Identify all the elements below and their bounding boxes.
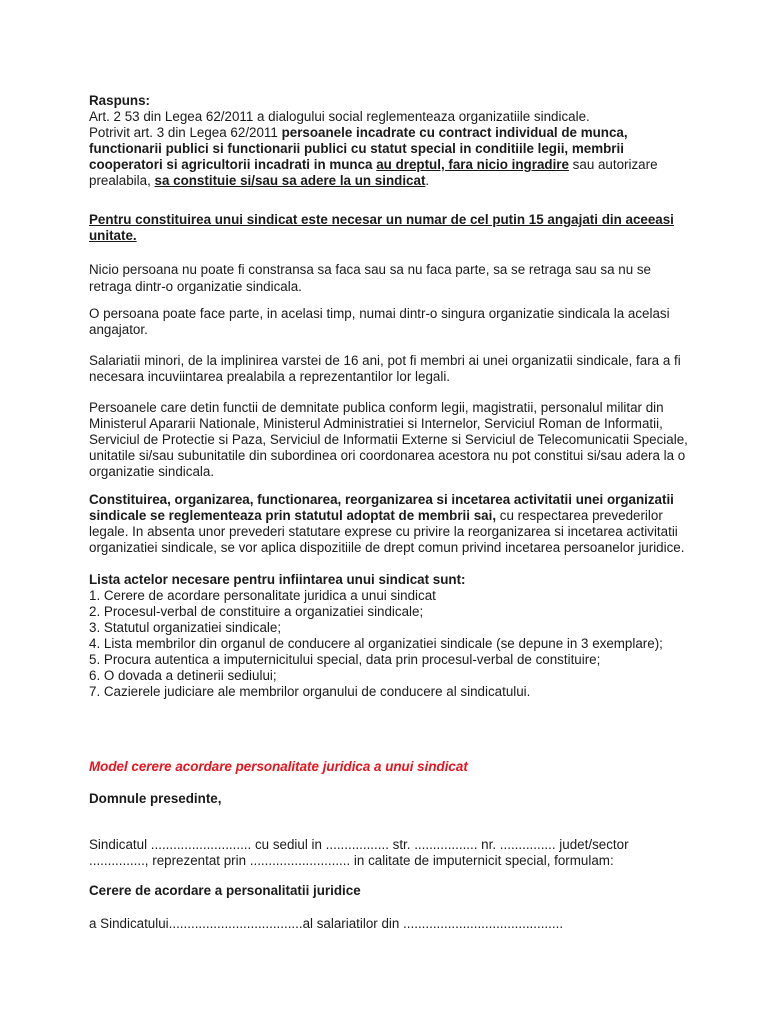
salutation: Domnule presedinte, (89, 791, 222, 806)
list-item: 1. Cerere de acordare personalitate juridica a unui sindicat (89, 588, 436, 603)
period-text: . (425, 173, 430, 188)
minors-paragraph: Salariatii minori, de la implinirea varstei de 16 ani, pot fi membri ai unei organizatii sindicale, fara a fi necesara incuviintarea prealabila a reprezentantilor lor legali. (89, 353, 681, 384)
union-details-form-text: Sindicatul ........................... cu sediul in ................. str. ................. nr. ............... judet/sector ..............., reprezentat prin ........................... in calitate de imputernicit special, formulam: (89, 837, 629, 868)
prior-authorization-text: sau autorizare prealabila, (89, 157, 658, 188)
answer-section (89, 93, 689, 189)
article-3-paragraph (89, 125, 689, 189)
list-item: 3. Statutul organizatiei sindicale; (89, 620, 282, 635)
statute-paragraph (89, 492, 689, 556)
list-item: 2. Procesul-verbal de constituire a organizatiei sindicale; (89, 604, 424, 619)
law-reference-line: Art. 2 53 din Legea 62/2011 a dialogului social reglementeaza organizatiile sindicale. (89, 109, 590, 124)
list-item: 6. O dovada a detinerii sediului; (89, 668, 277, 683)
model-request-title: Model cerere acordare personalitate juridica a unui sindicat (89, 759, 468, 774)
article-3-intro: Potrivit art. 3 din Legea 62/2011 (89, 125, 282, 140)
list-item: 5. Procura autentica a imputernicitului special, data prin procesul-verbal de constituire; (89, 652, 601, 667)
minimum-employees-paragraph: Pentru constituirea unui sindicat este necesar un numar de cel putin 15 angajati din aceeasi unitate. (89, 212, 674, 243)
form-or-join-union-text: sa constituie si/sau sa adere la un sindicat (154, 173, 426, 188)
list-item: 4. Lista membrilor din organul de conducere al organizatiei sindicale (se depune in 3 exemplare); (89, 636, 663, 651)
answer-heading: Raspuns: (89, 93, 151, 108)
union-name-line: a Sindicatului....................................al salariatilor din ........................................... (89, 916, 564, 931)
required-acts-section (89, 572, 689, 700)
no-coercion-paragraph: Nicio persoana nu poate fi constransa sa faca sau sa nu faca parte, sa se retraga sau sa nu se retraga dintr-o organizatie sindicala. (89, 262, 652, 294)
statute-rest-text: cu respectarea prevederilor legale. In absenta unor prevederi statutare exprese cu privire la reorganizarea si incetarea activitatii organizatiei sindicale, se vor aplica dispozitiile de drept comun privind incetarea persoanelor juridice. (89, 508, 685, 555)
statute-bold-text: Constituirea, organizarea, functionarea, reorganizarea si incetarea activitatii unei organizatii sindicale se reglementeaza prin statutul adoptat de membrii sai, (89, 492, 674, 523)
right-without-restriction-text: au dreptul, fara nicio ingradire (376, 157, 569, 172)
request-heading: Cerere de acordare a personalitatii juridice (89, 883, 361, 898)
required-acts-heading: Lista actelor necesare pentru infiintarea unui sindicat sunt: (89, 572, 466, 587)
single-membership-paragraph: O persoana poate face parte, in acelasi timp, numai dintr-o singura organizatie sindicala la acelasi angajator. (89, 306, 670, 337)
eligible-persons-text: persoanele incadrate cu contract individual de munca, functionarii publici si functionarii publici cu statut special in conditiile legii, membrii cooperatori si agricultorii incadrati in munca (89, 125, 628, 172)
list-item: 7. Cazierele judiciare ale membrilor organului de conducere al sindicatului. (89, 684, 531, 699)
exclusions-paragraph: Persoanele care detin functii de demnitate publica conform legii, magistratii, personalul militar din Ministerul Apararii Nationale, Ministerul Administratiei si Internelor, Serviciul Roman de Informatii, Serviciul de Protectie si Paza, Serviciul de Informatii Externe si Serviciul de Telecomunicatii Speciale, unitatile si/sau subunitatile din subordinea ori coordonarea acestora nu pot constitui si/sau adera la o organizatie sindicala. (89, 400, 688, 479)
